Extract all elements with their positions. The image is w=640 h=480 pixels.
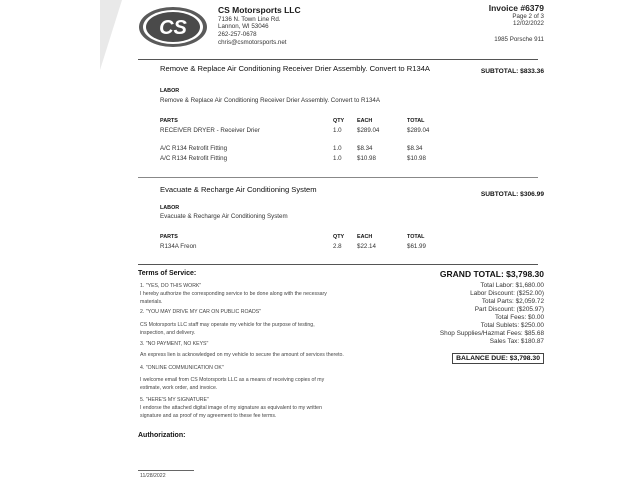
section-1-part-1-each: $289.04	[357, 127, 380, 134]
authorization-label: Authorization:	[138, 432, 186, 439]
invoice-number: Invoice #6379	[488, 3, 544, 13]
terms-item-2-text: CS Motorsports LLC staff may operate my vehicle for the purpose of testing, inspection, and delivery.	[140, 322, 315, 336]
section-1-part-3-qty: 1.0	[333, 155, 342, 162]
shop-supplies-fees: Shop Supplies/Hazmat Fees: $85.68	[439, 330, 544, 337]
section-1-part-2-name: A/C R134 Retrofit Fitting	[160, 145, 228, 152]
terms-item-2-title: 2. "YOU MAY DRIVE MY CAR ON PUBLIC ROADS"	[140, 309, 262, 315]
section-1-each-header: EACH	[357, 118, 373, 124]
section-2-labor-label: LABOR	[160, 205, 180, 211]
part-discount: Part Discount: ($205.97)	[474, 306, 544, 313]
section-1-part-2-total: $8.34	[407, 145, 423, 152]
logo-text: CS	[159, 17, 187, 39]
total-labor: Total Labor: $1,680.00	[480, 282, 544, 289]
section-1-total-header: TOTAL	[407, 118, 425, 124]
terms-divider	[138, 264, 538, 265]
section-1-part-2-qty: 1.0	[333, 145, 342, 152]
invoice-page: Page 2 of 3	[512, 13, 544, 20]
company-phone: 262-257-0678	[218, 31, 257, 38]
terms-item-4-text: I welcome email from CS Motorsports LLC as a means of receiving copies of my estimate, work order, and invoice.	[140, 377, 325, 391]
section-2-labor-desc: Evacuate & Recharge Air Conditioning System	[160, 213, 288, 220]
section-2-part-1-each: $22.14	[357, 243, 376, 250]
company-logo-icon	[138, 6, 208, 48]
section-1-labor-desc: Remove & Replace Air Conditioning Receiver Drier Assembly. Convert to R134A	[160, 97, 380, 104]
section-1-labor-label: LABOR	[160, 88, 180, 94]
section-1-subtotal: SUBTOTAL: $833.36	[480, 68, 544, 75]
section-2-part-1-qty: 2.8	[333, 243, 342, 250]
total-parts: Total Parts: $2,059.72	[481, 298, 544, 305]
section-2-total-header: TOTAL	[407, 234, 425, 240]
page-edge-shadow	[100, 0, 140, 480]
section-1-part-1-total: $289.04	[407, 127, 430, 134]
section-1-qty-header: QTY	[333, 118, 345, 124]
section-2-qty-header: QTY	[333, 234, 345, 240]
invoice-date: 12/02/2022	[513, 20, 544, 27]
section-2-subtotal: SUBTOTAL: $306.99	[480, 191, 544, 198]
terms-item-3-text: An express lien is acknowledged on my vehicle to secure the amount of services thereto.	[140, 352, 344, 358]
section-1-parts-header: PARTS	[160, 118, 178, 124]
labor-discount: Labor Discount: ($252.00)	[470, 290, 544, 297]
section-1-part-3-each: $10.98	[357, 155, 376, 162]
section-1-part-1-name: RECEIVER DRYER - Receiver Drier	[160, 127, 260, 134]
terms-item-4-title: 4. "ONLINE COMMUNICATION OK"	[140, 365, 224, 371]
terms-item-5-title: 5. "HERE'S MY SIGNATURE"	[140, 397, 209, 403]
section-1-part-1-qty: 1.0	[333, 127, 342, 134]
header-divider	[138, 59, 538, 60]
vehicle: 1985 Porsche 911	[494, 36, 544, 43]
company-email[interactable]: chris@csmotorsports.net	[218, 39, 287, 46]
terms-item-5-text: I endorse the attached digital image of my signature as equivalent to my written signature and as proof of my agreement to these fee terms.	[140, 405, 322, 419]
section-2-title: Evacuate & Recharge Air Conditioning System	[160, 185, 317, 194]
company-address-1: 7136 N. Town Line Rd.	[218, 16, 281, 23]
section-2-part-1-total: $61.99	[407, 243, 426, 250]
terms-heading: Terms of Service:	[138, 270, 197, 277]
section-1-part-2-each: $8.34	[357, 145, 373, 152]
terms-item-3-title: 3. "NO PAYMENT, NO KEYS"	[140, 341, 209, 347]
section-1-part-3-total: $10.98	[407, 155, 426, 162]
section-2-parts-header: PARTS	[160, 234, 178, 240]
sales-tax: Sales Tax: $180.87	[489, 338, 544, 345]
terms-item-1-text: I hereby authorize the corresponding service to be done along with the necessary materials.	[140, 291, 327, 305]
company-name: CS Motorsports LLC	[218, 5, 301, 15]
section-2-part-1-name: R134A Freon	[160, 243, 197, 250]
company-address-2: Lannon, WI 53046	[218, 23, 269, 30]
terms-item-1-title: 1. "YES, DO THIS WORK"	[140, 283, 202, 289]
grand-total: GRAND TOTAL: $3,798.30	[439, 269, 544, 279]
signature-line	[138, 470, 194, 471]
section-2-each-header: EACH	[357, 234, 373, 240]
section-divider	[138, 177, 538, 178]
section-1-title: Remove & Replace Air Conditioning Receiver Drier Assembly. Convert to R134A	[160, 64, 430, 73]
signature-date: 11/28/2022	[140, 473, 166, 479]
total-sublets: Total Sublets: $250.00	[480, 322, 544, 329]
section-1-part-3-name: A/C R134 Retrofit Fitting	[160, 155, 228, 162]
total-fees: Total Fees: $0.00	[494, 314, 544, 321]
balance-due: BALANCE DUE: $3,798.30	[452, 353, 544, 364]
